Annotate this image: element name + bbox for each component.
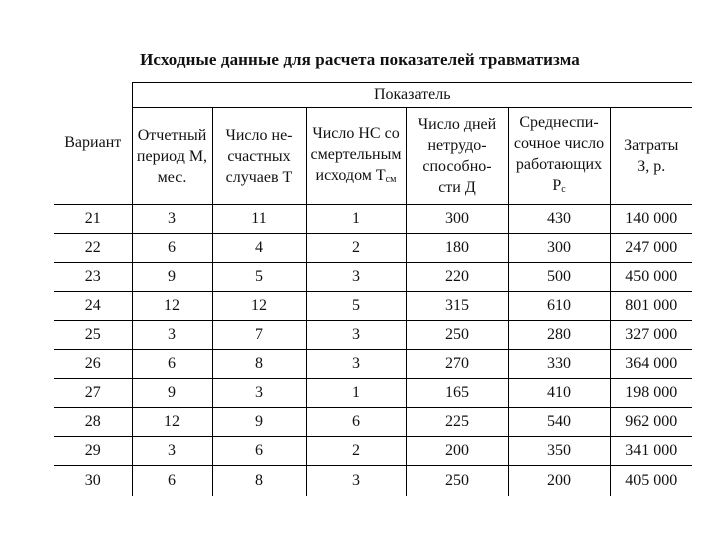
table-cell: 327 000 xyxy=(610,321,692,350)
table-cell: 27 xyxy=(54,379,132,408)
table-cell: 21 xyxy=(54,205,132,234)
table-cell: 270 xyxy=(406,350,508,379)
table-cell: 28 xyxy=(54,408,132,437)
column-header-line: Отчетный xyxy=(137,126,207,144)
table-row xyxy=(54,408,692,437)
table-cell: 610 xyxy=(508,292,610,321)
table-cell: 12 xyxy=(212,292,306,321)
table-cell: 6 xyxy=(132,234,212,263)
column-header-line: случаев Т xyxy=(225,168,293,186)
table-cell: 2 xyxy=(306,234,406,263)
table-cell: 8 xyxy=(212,466,306,497)
column-header-row xyxy=(54,108,692,205)
table-cell: 6 xyxy=(132,466,212,497)
table-cell: 140 000 xyxy=(610,205,692,234)
table-cell: 450 000 xyxy=(610,263,692,292)
table-cell: 12 xyxy=(132,408,212,437)
column-header-line: счастных xyxy=(227,147,291,165)
table-cell: 250 xyxy=(406,466,508,497)
column-header-line: Затраты xyxy=(624,137,679,154)
column-header-4 xyxy=(406,108,508,205)
table-cell: 1 xyxy=(306,379,406,408)
table-row xyxy=(54,263,692,292)
table-cell: 3 xyxy=(306,321,406,350)
table-cell: 11 xyxy=(212,205,306,234)
table-cell: 30 xyxy=(54,466,132,497)
column-header-line: Число НС со xyxy=(312,124,400,142)
column-header-line: Число дней xyxy=(417,116,497,133)
column-header-line: Среднеспи- xyxy=(519,114,599,131)
column-header-3 xyxy=(306,108,406,205)
table-cell: 330 xyxy=(508,350,610,379)
table-cell: 6 xyxy=(132,350,212,379)
column-header-subscript: см xyxy=(385,173,397,185)
table-cell: 5 xyxy=(306,292,406,321)
table-cell: 198 000 xyxy=(610,379,692,408)
table-cell: 6 xyxy=(212,437,306,466)
table-cell: 29 xyxy=(54,437,132,466)
table-cell: 430 xyxy=(508,205,610,234)
table-cell: 25 xyxy=(54,321,132,350)
table-row xyxy=(54,321,692,350)
column-header-2 xyxy=(212,108,306,205)
column-header-line: нетрудо- xyxy=(427,137,487,154)
column-header-line: сти Д xyxy=(438,179,476,196)
table-cell: 9 xyxy=(212,408,306,437)
table-cell: 3 xyxy=(132,205,212,234)
column-header-line: мес. xyxy=(157,168,187,186)
table-cell: 962 000 xyxy=(610,408,692,437)
column-header-line: Р xyxy=(552,177,562,194)
table-title: Исходные данные для расчета показателей травматизма xyxy=(140,50,580,69)
table-cell: 2 xyxy=(306,437,406,466)
table-cell: 200 xyxy=(406,437,508,466)
column-header-line: исходом Т xyxy=(315,166,386,184)
table-cell: 9 xyxy=(132,263,212,292)
column-header-1 xyxy=(132,108,212,205)
table-cell: 1 xyxy=(306,205,406,234)
header-variant: Вариант xyxy=(54,83,132,205)
table-cell: 24 xyxy=(54,292,132,321)
table-cell: 500 xyxy=(508,263,610,292)
table-cell: 6 xyxy=(306,408,406,437)
column-header-line: способно- xyxy=(422,158,492,175)
table-row xyxy=(54,205,692,234)
table-cell: 3 xyxy=(306,263,406,292)
table-cell: 364 000 xyxy=(610,350,692,379)
column-header-line: период М, xyxy=(136,147,208,165)
table-cell: 225 xyxy=(406,408,508,437)
table-row xyxy=(54,437,692,466)
header-indicator-group: Показатель xyxy=(132,83,692,108)
table-cell: 22 xyxy=(54,234,132,263)
table-cell: 200 xyxy=(508,466,610,497)
table-cell: 5 xyxy=(212,263,306,292)
trauma-data-table xyxy=(54,82,692,496)
table-cell: 350 xyxy=(508,437,610,466)
table-cell: 12 xyxy=(132,292,212,321)
table-cell: 300 xyxy=(508,234,610,263)
table-cell: 3 xyxy=(306,350,406,379)
table-cell: 23 xyxy=(54,263,132,292)
table-body xyxy=(54,205,692,497)
table-row xyxy=(54,379,692,408)
table-row xyxy=(54,350,692,379)
table-cell: 315 xyxy=(406,292,508,321)
table-cell: 801 000 xyxy=(610,292,692,321)
column-header-6 xyxy=(610,108,692,205)
table-cell: 8 xyxy=(212,350,306,379)
table-cell: 300 xyxy=(406,205,508,234)
table-cell: 540 xyxy=(508,408,610,437)
table-cell: 410 xyxy=(508,379,610,408)
table-cell: 250 xyxy=(406,321,508,350)
table-cell: 3 xyxy=(212,379,306,408)
table-cell: 247 000 xyxy=(610,234,692,263)
table-cell: 3 xyxy=(132,321,212,350)
table-cell: 9 xyxy=(132,379,212,408)
table-cell: 3 xyxy=(132,437,212,466)
column-header-line: работающих xyxy=(515,156,603,173)
table-cell: 220 xyxy=(406,263,508,292)
column-header-5 xyxy=(508,108,610,205)
table-cell: 405 000 xyxy=(625,472,678,489)
table-cell: 341 000 xyxy=(610,437,692,466)
column-header-subscript: с xyxy=(561,184,566,195)
table-cell: 280 xyxy=(508,321,610,350)
table-cell: 26 xyxy=(54,350,132,379)
table-row xyxy=(54,292,692,321)
table-cell: 3 xyxy=(306,466,406,497)
column-header-line: смертельным xyxy=(310,145,402,163)
column-header-line: З, р. xyxy=(637,158,666,175)
column-header-line: Число не- xyxy=(225,126,293,144)
table-cell: 4 xyxy=(212,234,306,263)
table-cell: 7 xyxy=(212,321,306,350)
table-row xyxy=(54,466,692,497)
table-cell: 165 xyxy=(406,379,508,408)
table-row xyxy=(54,234,692,263)
column-header-line: сочное число xyxy=(513,135,605,152)
table-cell: 180 xyxy=(406,234,508,263)
